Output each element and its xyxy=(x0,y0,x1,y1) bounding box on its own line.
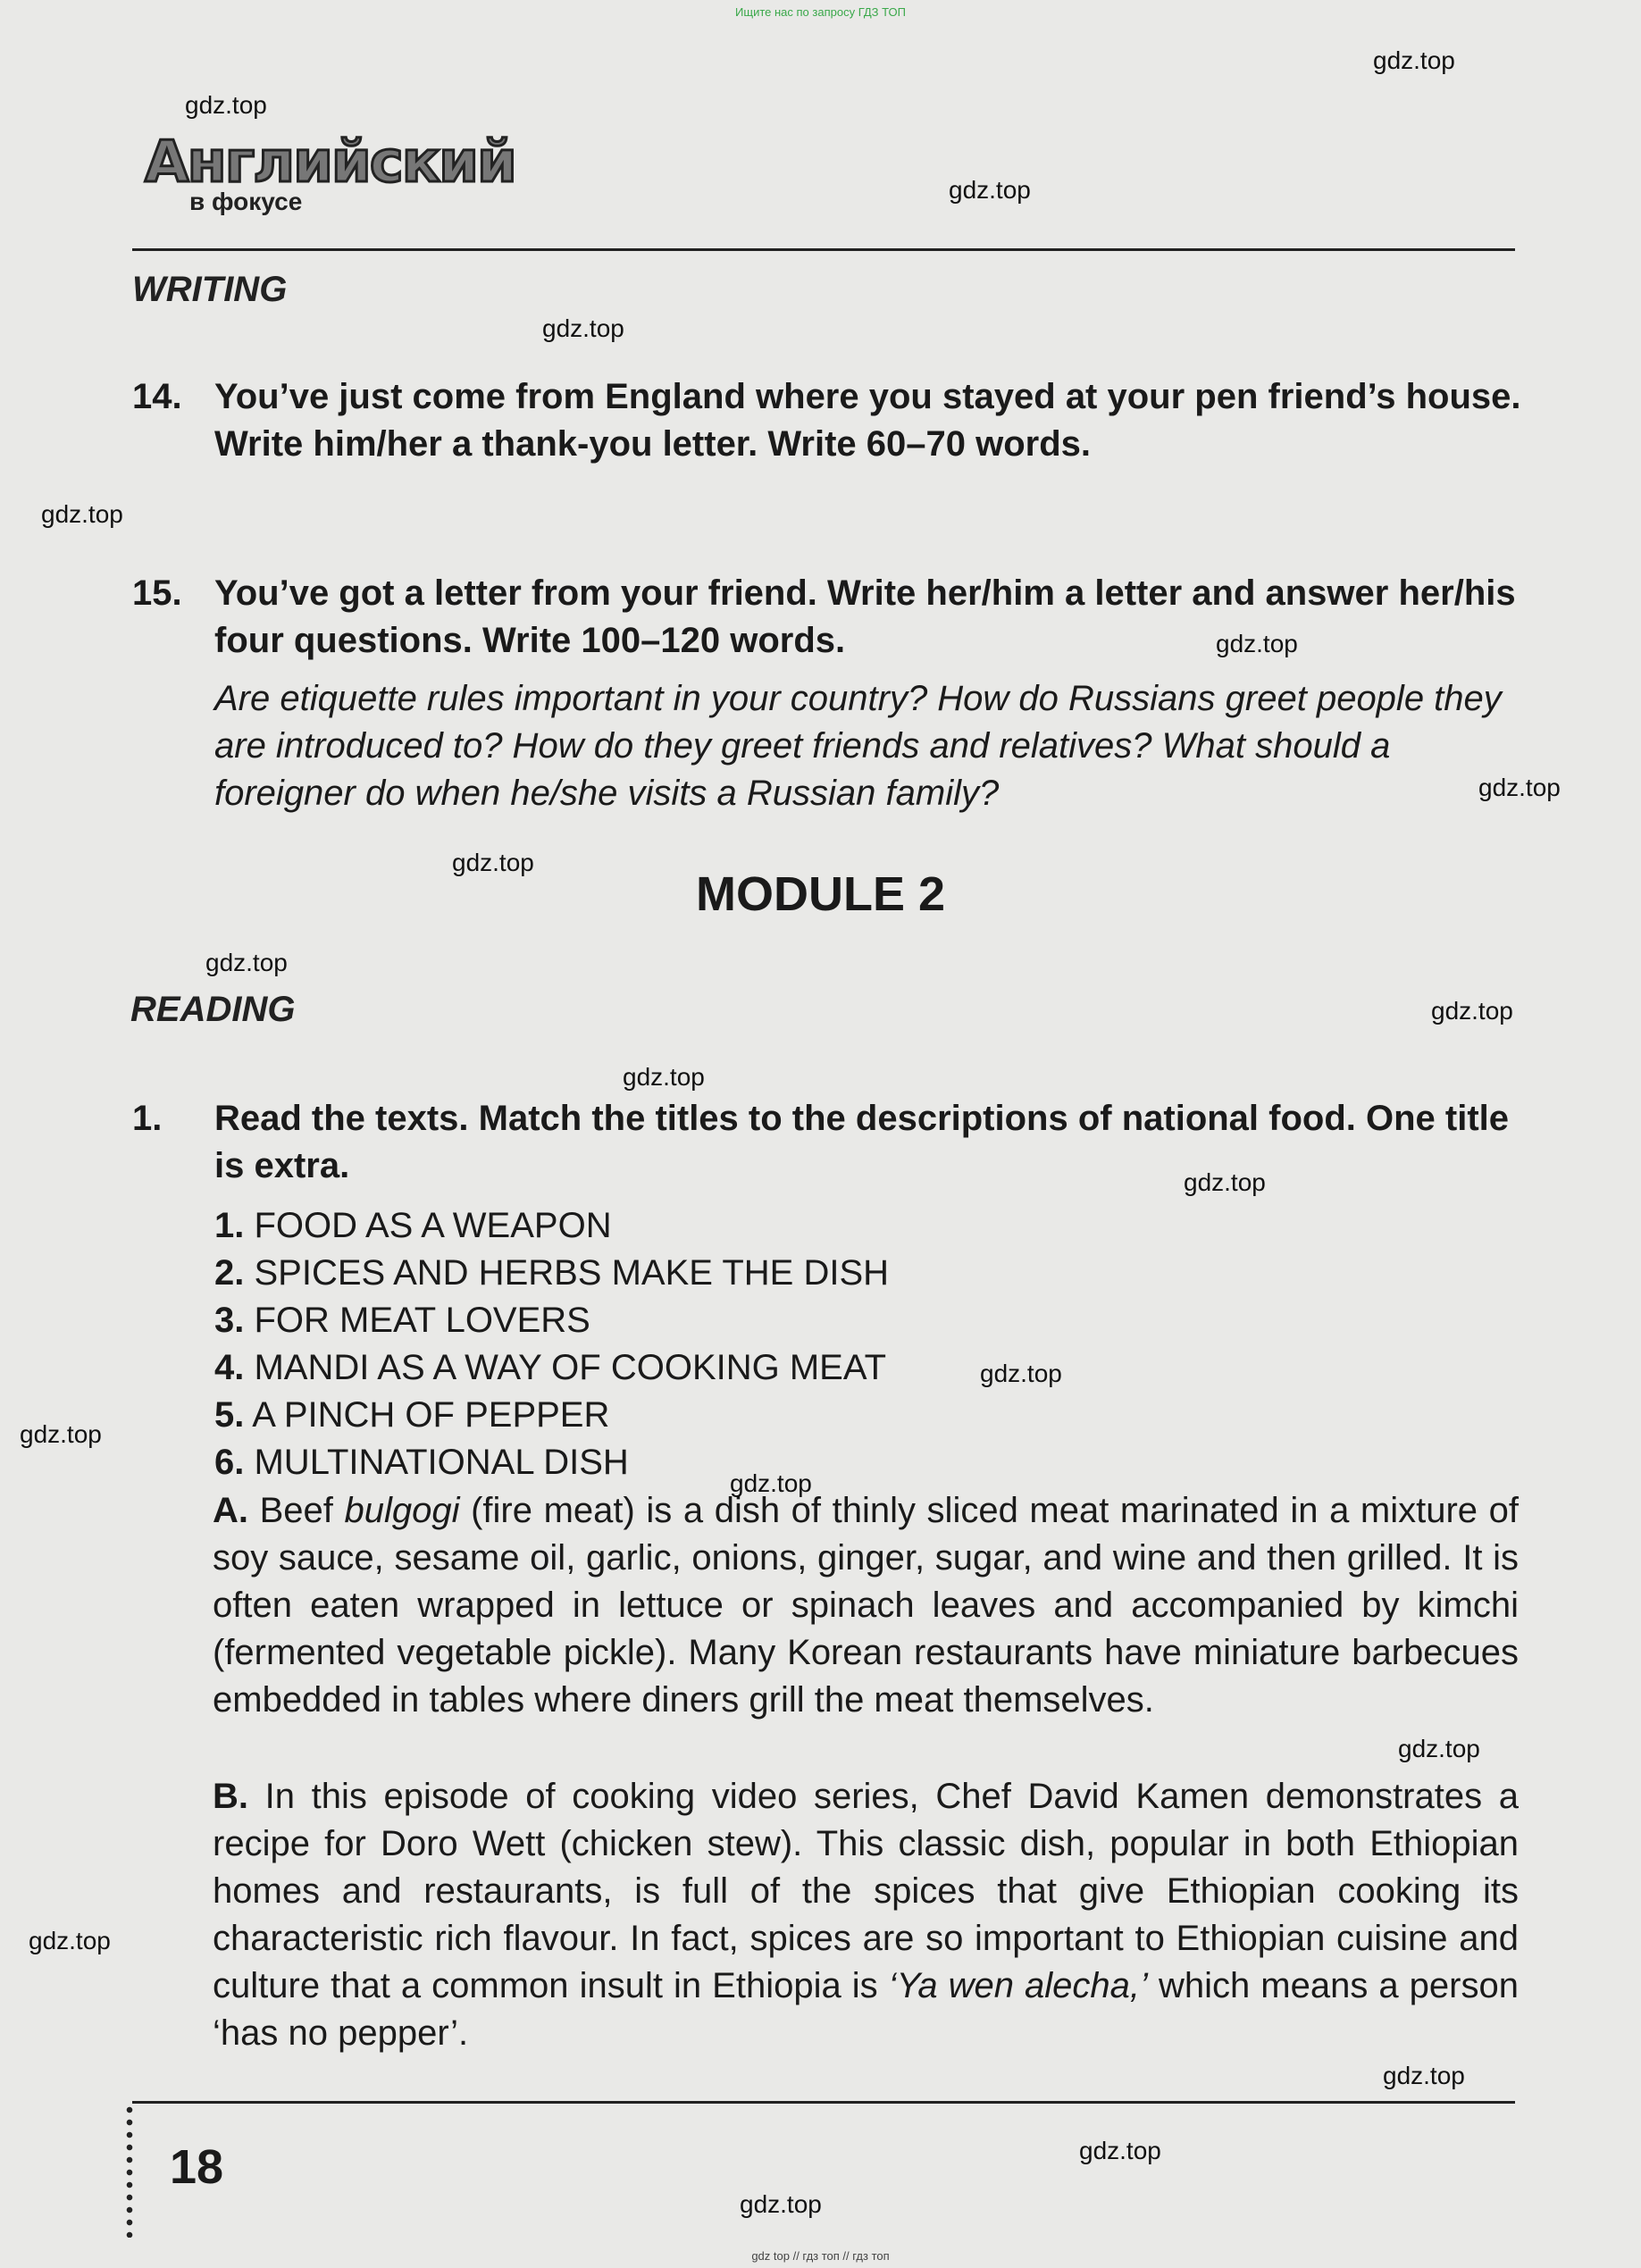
task-1-text: Read the texts. Match the titles to the descriptions of national food. One title is extra. xyxy=(214,1099,1510,1185)
task-1-number: 1. xyxy=(132,1099,163,1138)
text-b: B. In this episode of cooking video series, Chef David Kamen demonstrates a recipe for Doro Wett (chicken stew). This classic dish, popular in both Ethiopian homes and restaurants, is full of the spices that give Ethiopian cooking its characteristic rich flavour. In fact, spices are so important to Ethiopian cuisine and culture that a common insult in Ethiopia is ‘Ya wen alecha,’ which means a person ‘has no pepper’. xyxy=(213,1777,1519,2053)
bottom-link[interactable]: gdz top // гдз топ // гдз топ xyxy=(751,2249,890,2263)
list-item: 3. FOR MEAT LOVERS xyxy=(214,1301,590,1340)
watermark: gdz.top xyxy=(1398,1735,1480,1762)
watermark: gdz.top xyxy=(1184,1168,1266,1196)
book-logo xyxy=(145,130,515,223)
writing-heading: WRITING xyxy=(132,270,288,309)
watermark: gdz.top xyxy=(41,500,123,528)
list-item: 4. MANDI AS A WAY OF COOKING MEAT xyxy=(214,1348,887,1387)
footer-dots xyxy=(125,2104,134,2238)
list-item: 2. SPICES AND HERBS MAKE THE DISH xyxy=(214,1253,890,1293)
watermark: gdz.top xyxy=(29,1927,111,1954)
task-1 xyxy=(132,1095,1526,1190)
watermark: gdz.top xyxy=(205,949,288,976)
task-15-number: 15. xyxy=(132,573,182,613)
text-b-label: B. xyxy=(213,1777,248,1816)
task-15 xyxy=(132,570,1526,665)
list-item: 5. A PINCH OF PEPPER xyxy=(214,1395,610,1435)
watermark: gdz.top xyxy=(1216,630,1298,657)
task-15-questions: Are etiquette rules important in your country? How do Russians greet people they are introduced to? How do they greet friends and relatives? What should a foreigner do when he/she visits a Russian family? xyxy=(214,679,1502,813)
list-item: 6. MULTINATIONAL DISH xyxy=(214,1443,629,1482)
watermark: gdz.top xyxy=(740,2190,822,2218)
task-14-text: You’ve just come from England where you stayed at your pen friend’s house. Write him/her a thank-you letter. Write 60–70 words. xyxy=(214,377,1521,464)
task-14 xyxy=(132,373,1526,468)
watermark: gdz.top xyxy=(20,1420,102,1448)
watermark: gdz.top xyxy=(1079,2137,1161,2164)
list-item: 1. FOOD AS A WEAPON xyxy=(214,1206,612,1245)
watermark: gdz.top xyxy=(623,1063,705,1091)
reading-heading: READING xyxy=(130,990,296,1029)
watermark: gdz.top xyxy=(185,91,267,119)
watermark: gdz.top xyxy=(980,1360,1062,1387)
page-number: 18 xyxy=(170,2140,224,2194)
logo-subtitle: в фокусе xyxy=(189,188,303,215)
module-title: MODULE 2 xyxy=(695,867,946,921)
watermark: gdz.top xyxy=(1383,2062,1465,2089)
task-15-text: You’ve got a letter from your friend. Write her/him a letter and answer her/his four questions. Write 100–120 words. xyxy=(214,573,1516,660)
top-link[interactable]: Ищите нас по запросу ГДЗ ТОП xyxy=(735,5,906,19)
watermark: gdz.top xyxy=(1431,997,1513,1025)
text-a: A. Beef bulgogi (fire meat) is a dish of thinly sliced meat marinated in a mixture of soy sauce, sesame oil, garlic, onions, ginger, sugar, and wine and then grilled. It is often eaten wrapped in lettuce or spinach leaves and accompanied by kimchi (fermented vegetable pickle). Many Korean restaurants have miniature barbecues embedded in tables where diners grill the meat themselves. xyxy=(213,1491,1519,1720)
header-rule xyxy=(132,248,1515,251)
watermark: gdz.top xyxy=(1478,774,1561,801)
watermark: gdz.top xyxy=(730,1469,812,1497)
task-14-number: 14. xyxy=(132,377,182,416)
footer-rule xyxy=(132,2101,1515,2104)
titles-list xyxy=(214,1202,1510,1486)
watermark: gdz.top xyxy=(542,314,624,342)
logo-title: Английский xyxy=(145,130,515,196)
watermark: gdz.top xyxy=(1373,46,1455,74)
watermark: gdz.top xyxy=(949,176,1031,204)
text-a-label: A. xyxy=(213,1491,248,1530)
watermark: gdz.top xyxy=(452,849,534,876)
